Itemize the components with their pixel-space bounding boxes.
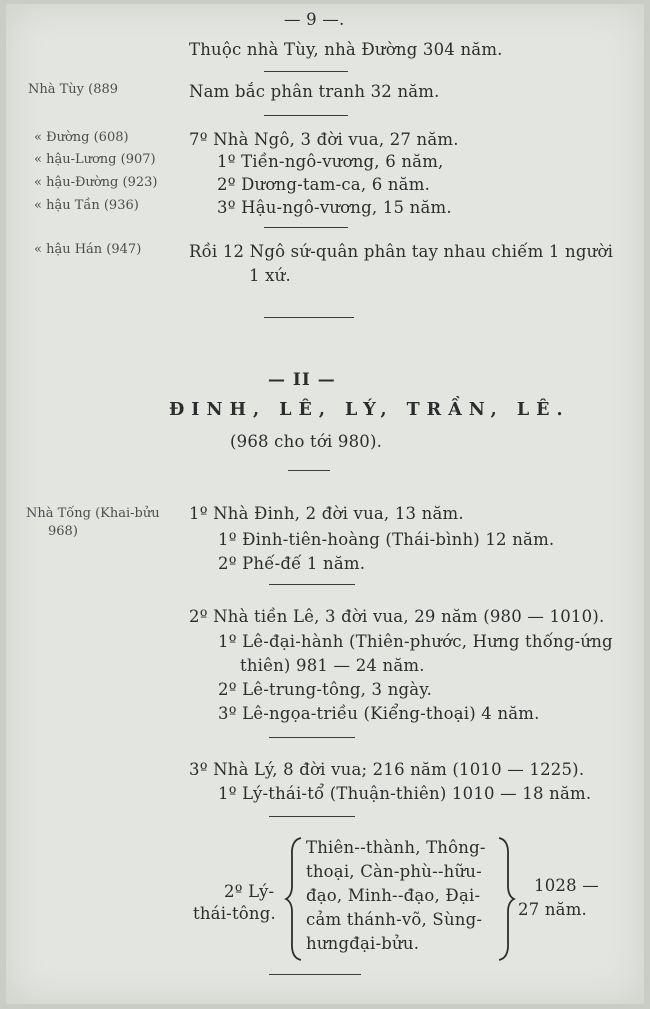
text-line: thiên) 981 — 24 năm. [240,656,425,675]
divider [264,115,348,116]
right-brace-icon [496,836,516,962]
side-label: Nhà Tùy (889 [28,82,119,97]
section-number: — II — [268,370,336,390]
divider [264,317,354,318]
divider [288,470,330,471]
text-line: Rồi 12 Ngô sứ-quân phân tay nhau chiếm 1 người [189,242,614,261]
divider [264,71,348,72]
braced-middle-line: hưngđại-bửu. [306,934,420,953]
side-label: « hậu-Đường (923) [34,175,158,190]
braced-middle-line: Thiên--thành, Thông- [306,838,486,857]
text-line: 1º Đinh-tiên-hoàng (Thái-bình) 12 năm. [218,530,555,549]
braced-middle-line: cảm thánh-võ, Sùng- [306,910,483,929]
divider [269,737,355,738]
side-label: « hậu-Lương (907) [34,152,156,167]
text-line: 1º Lý-thái-tổ (Thuận-thiên) 1010 — 18 năm. [218,784,592,803]
braced-middle-line: thoại, Càn-phù--hữu- [306,862,482,881]
text-line: 2º Lê-trung-tông, 3 ngày. [218,680,433,699]
section-title: ĐINH, LÊ, LÝ, TRẦN, LÊ. [169,400,570,420]
book-page [6,4,644,1004]
section1-header: Thuộc nhà Tùy, nhà Đường 304 năm. [189,40,503,59]
text-line: 1 xứ. [249,266,291,285]
page-number: — 9 —. [284,10,345,29]
divider [264,227,348,228]
text-line: 3º Hậu-ngô-vương, 15 năm. [217,198,452,217]
braced-right-line: 27 năm. [518,900,587,919]
text-line: 2º Dương-tam-ca, 6 năm. [217,175,431,194]
text-line: 2º Phế-đế 1 năm. [218,554,366,573]
side-label: Nhà Tống (Khai-bửu [26,506,160,521]
text-line: 3º Lê-ngọa-triều (Kiểng-thoại) 4 năm. [218,704,540,723]
braced-left-line: 2º Lý- [224,882,275,901]
divider [269,974,361,975]
side-label: « Đường (608) [34,130,129,145]
text-line: Nam bắc phân tranh 32 năm. [189,82,440,101]
section-dates: (968 cho tới 980). [230,432,383,451]
text-line: 7º Nhà Ngô, 3 đời vua, 27 năm. [189,130,459,149]
divider [269,584,355,585]
dynasty-heading: 3º Nhà Lý, 8 đời vua; 216 năm (1010 — 1225). [189,760,585,779]
text-line: 1º Tiền-ngô-vương, 6 năm, [217,152,444,171]
left-brace-icon [284,836,304,962]
divider [269,816,355,817]
side-label: « hậu Tần (936) [34,198,139,213]
dynasty-heading: 1º Nhà Đinh, 2 đời vua, 13 năm. [189,504,464,523]
side-label: 968) [48,524,78,539]
braced-right-line: 1028 — [534,876,599,895]
text-line: 1º Lê-đại-hành (Thiên-phước, Hưng thống-ứng [218,632,613,651]
side-label: « hậu Hán (947) [34,242,142,257]
braced-middle-line: đạo, Minh--đạo, Đại- [306,886,481,905]
dynasty-heading: 2º Nhà tiền Lê, 3 đời vua, 29 năm (980 — 1010). [189,607,605,626]
braced-left-line: thái-tông. [193,904,276,923]
